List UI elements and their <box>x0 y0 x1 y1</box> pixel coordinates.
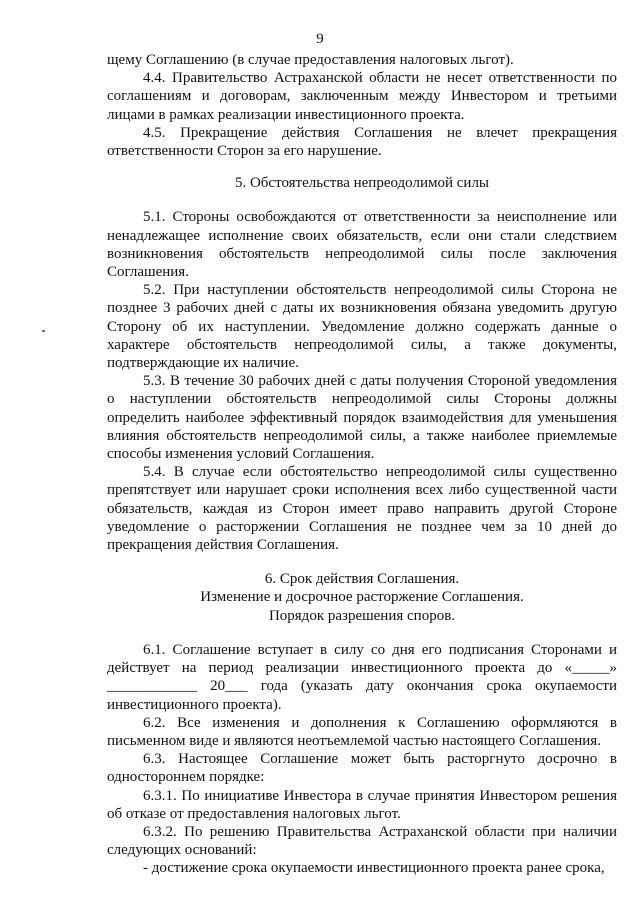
paragraph-5-2: 5.2. При наступлении обстоятельств непреодолимой силы Сторона не позднее 3 рабочих дней с даты их возникновения обязана уведомить другую Сторону об их наступлении. Уведомление должно содержать данные о характере обстоятельств непреодолимой силы, а также документы, подтверждающие их наличие. <box>107 282 617 372</box>
paragraph-5-4: 5.4. В случае если обстоятельство непреодолимой силы существенно препятствует или нарушает сроки исполнения всех либо существенной части обязательств, каждая из Сторон имеет право направить другой Стороне уведомление о расторжении Соглашения не позднее чем за 10 дней до прекращения действия Соглашения. <box>107 464 617 554</box>
spacer <box>107 192 617 208</box>
spacer <box>107 554 617 570</box>
paragraph-6-2: 6.2. Все изменения и дополнения к Соглашению оформляются в письменном виде и являются неотъемлемой частью настоящего Соглашения. <box>107 714 617 749</box>
scan-speck <box>42 330 45 332</box>
section-heading-6-line-1: 6. Срок действия Соглашения. <box>264 571 460 588</box>
section-heading-6-line-3: Порядок разрешения споров. <box>268 607 456 624</box>
paragraph-6-1: 6.1. Соглашение вступает в силу со дня его подписания Сторонами и действует на период реализации инвестиционного проекта до «_____» ____________ 20___ года (указать дату окончания срока окупаемости инвестиционного проекта). <box>107 641 617 713</box>
section-heading-5: 5. Обстоятельства непреодолимой силы <box>234 175 490 192</box>
paragraph-4-4: 4.4. Правительство Астраханской области не несет ответственности по соглашениям и договорам, заключенным между Инвестором и третьими лицами в рамках реализации инвестиционного проекта. <box>107 70 617 123</box>
spacer <box>107 160 617 174</box>
paragraph-6-3: 6.3. Настоящее Соглашение может быть расторгнуто досрочно в одностороннем порядке: <box>107 751 617 786</box>
paragraph-list-item: - достижение срока окупаемости инвестиционного проекта ранее срока, <box>143 860 605 877</box>
paragraph-6-3-2: 6.3.2. По решению Правительства Астраханской области при наличии следующих оснований: <box>107 823 617 859</box>
paragraph-5-1: 5.1. Стороны освобождаются от ответственности за неисполнение или ненадлежащее исполнение своих обязательств, если они стали следствием возникновения обстоятельств непреодолимой силы после заключения Соглашения. <box>107 209 617 281</box>
page-number: 9 <box>316 31 324 47</box>
paragraph-4-5: 4.5. Прекращение действия Соглашения не влечет прекращения ответственности Сторон за его нарушение. <box>107 124 617 160</box>
document-body <box>107 51 617 878</box>
spacer <box>107 625 617 641</box>
section-heading-6-line-2: Изменение и досрочное расторжение Соглашения. <box>200 589 524 606</box>
paragraph-6-3-1: 6.3.1. По инициативе Инвестора в случае принятия Инвестором решения об отказе от предоставления налоговых льгот. <box>107 787 617 822</box>
paragraph-5-3: 5.3. В течение 30 рабочих дней с даты получения Стороной уведомления о наступлении обстоятельств непреодолимой силы Стороны должны определить наиболее эффективный порядок взаимодействия для уменьшения влияния обстоятельств непреодолимой силы, а также наиболее приемлемые способы изменения условий Соглашения. <box>107 373 617 463</box>
paragraph-continuation: щему Соглашению (в случае предоставления налоговых льгот). <box>107 52 514 68</box>
